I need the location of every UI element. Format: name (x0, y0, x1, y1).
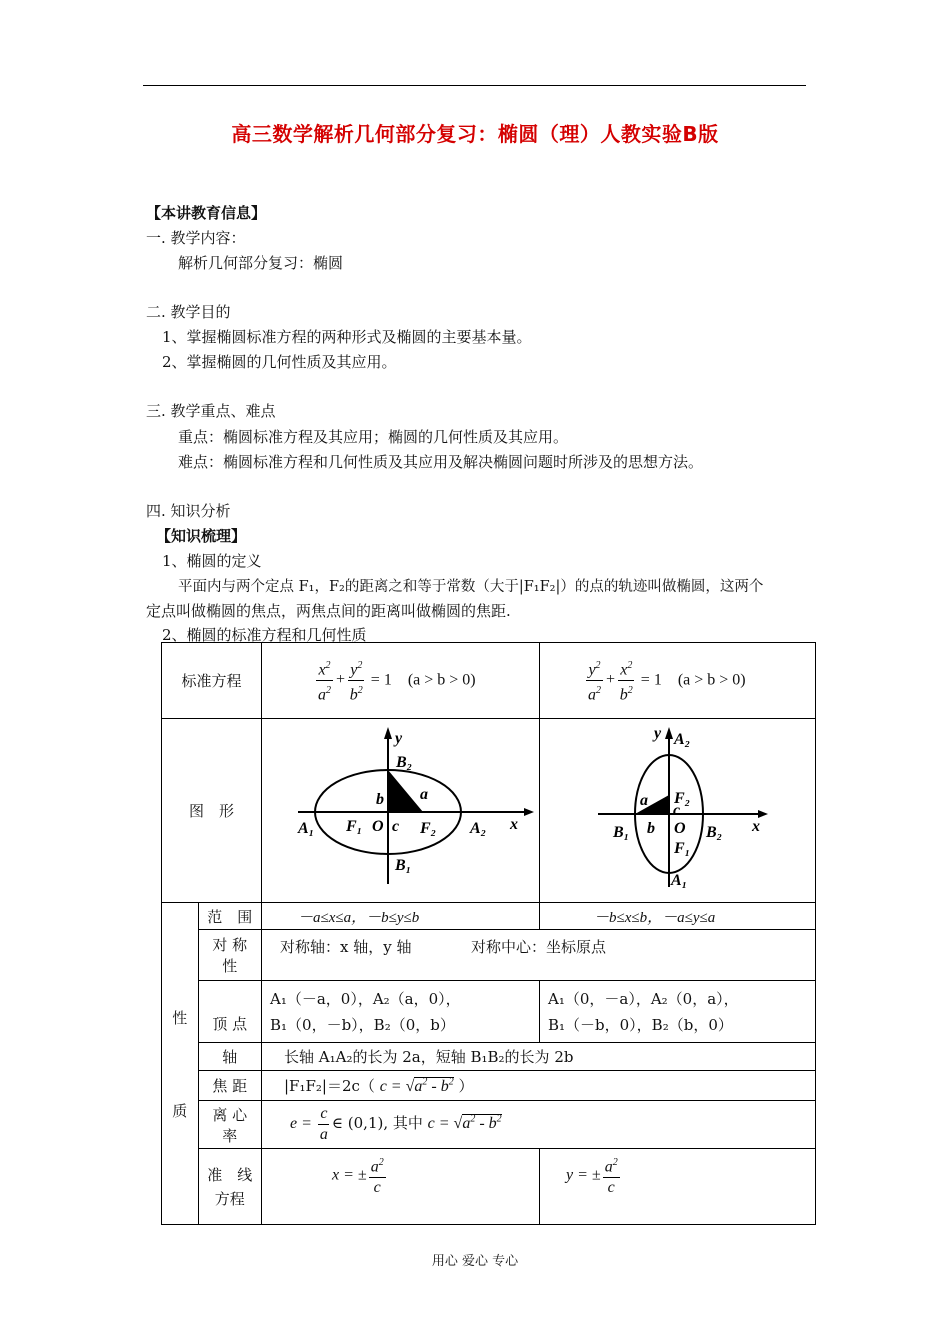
fig2-a2: A₂ (674, 731, 691, 748)
s3-heading: 三. 教学重点、难点 (146, 402, 276, 420)
s1-body: 解析几何部分复习：椭圆 (178, 254, 344, 272)
vertex-1a: A₁（－a，0），A₂（a，0）， (270, 989, 461, 1008)
axis-label: 轴 (198, 1043, 262, 1071)
fig2-y: y (654, 725, 662, 742)
fig2-b: b (647, 820, 655, 837)
sym-center: 对称中心：坐标原点 (471, 938, 607, 956)
fig1-a2: A₂ (470, 820, 487, 837)
page-footer: 用心 爱心 专心 (431, 1254, 519, 1269)
fig1-b2: B₂ (396, 754, 413, 771)
vertex-2 (540, 981, 816, 1043)
vertex-1b: B₁（0，－b），B₂（0，b） (270, 1015, 455, 1034)
s1-heading: 一. 教学内容： (146, 229, 246, 247)
dir-x: x = ± (332, 1166, 367, 1184)
properties-table (161, 642, 816, 1225)
fig1-x: x (510, 816, 518, 833)
row-fig-label: 图 形 (162, 719, 262, 903)
ecc-mid: ∈ (0,1), 其中 (331, 1114, 423, 1133)
fig2-b1: B₁ (613, 824, 630, 841)
figure-vertical (540, 719, 816, 903)
fig1-f2: F₂ (420, 820, 437, 837)
vertex-2b: B₁（－b，0），B₂（b，0） (548, 1015, 733, 1034)
fig2-a1: A₁ (671, 872, 688, 889)
focal-close: ） (458, 1077, 474, 1095)
page-title: 高三数学解析几何部分复习：椭圆（理）人教实验B版 (231, 122, 719, 146)
s4-sub: 【知识梳理】 (156, 527, 247, 545)
focal-text: |F₁F₂|＝2c（ (284, 1077, 375, 1095)
fig2-c: c (673, 802, 681, 819)
s3-key: 重点：椭圆标准方程及其应用；椭圆的几何性质及其应用。 (178, 428, 569, 446)
def-line-2: 定点叫做椭圆的焦点，两焦点间的距离叫做椭圆的焦距. (146, 602, 511, 620)
row-eq-label: 标准方程 (162, 643, 262, 719)
fig1-y: y (395, 730, 403, 747)
def-line-1: 平面内与两个定点 F₁，F₂的距离之和等于常数（大于|F₁F₂|）的点的轨迹叫做椭圆，这两个 (178, 579, 764, 595)
fig1-b: b (376, 791, 384, 808)
focal-cell (262, 1071, 816, 1101)
vertex-1 (262, 981, 540, 1043)
s4-heading: 四. 知识分析 (146, 502, 231, 520)
sym-label: 对 称 性 (198, 930, 262, 981)
range-2: －b≤x≤b，－a≤y≤a (540, 903, 816, 930)
top-rule (143, 85, 806, 86)
fig2-o: O (674, 820, 686, 837)
s2-item-1: 1、掌握椭圆标准方程的两种形式及椭圆的主要基本量。 (162, 328, 532, 346)
sym-cell (262, 930, 816, 981)
def-title: 1、椭圆的定义 (162, 552, 262, 570)
eq-vertical: $\frac{y^2}{a^2}$ + $\frac{x^2}{b^2}$ = 1 (a > b > 0) (540, 643, 816, 719)
fig2-b2: B₂ (706, 824, 723, 841)
focal-formula: $c = √a^2 - b^2$ (379, 1076, 454, 1095)
vertex-label: 顶 点 (198, 981, 262, 1043)
dir-x-cell: x = ± $\frac{a^2}{c}$ (262, 1149, 540, 1225)
figure-horizontal (262, 719, 540, 903)
prop-label-2: 质 (172, 1101, 188, 1120)
prop-label-1: 性 (172, 1008, 188, 1027)
ellipse-vertical-figure (540, 719, 815, 898)
s2-heading: 二. 教学目的 (146, 303, 231, 321)
section-header: 【本讲教育信息】 (146, 204, 267, 222)
fig1-a: a (420, 786, 428, 803)
fig1-a1: A₁ (298, 820, 315, 837)
dir-label: 准 线 方程 (198, 1149, 262, 1225)
eq-cond-1: = 1 (a > b > 0) (370, 671, 476, 689)
ecc-label: 离 心 率 (198, 1101, 262, 1149)
ecc-cell: e = $\frac{c}{a}$ ∈ (0,1), 其中 $c = √a^2 - b^2$ (262, 1101, 816, 1149)
eq-horizontal: $\frac{x^2}{a^2}$ + $\frac{y^2}{b^2}$ = 1 (a > b > 0) (262, 643, 540, 719)
sym-axis: 对称轴：x 轴，y 轴 (280, 938, 412, 956)
range-1: －a≤x≤a，－b≤y≤b (262, 903, 540, 930)
fig1-o: O (372, 818, 384, 835)
fig2-f1: F₁ (674, 840, 691, 857)
fig2-x: x (752, 818, 760, 835)
fig1-c: c (392, 818, 400, 835)
fig1-b1: B₁ (395, 857, 412, 874)
fig2-f2: F₂ (674, 790, 691, 807)
vertex-2a: A₁（0，－a），A₂（0，a）， (548, 989, 739, 1008)
prop-label (162, 903, 199, 1225)
std-title: 2、椭圆的标准方程和几何性质 (162, 626, 367, 644)
fig1-f1: F₁ (346, 818, 363, 835)
range-label: 范 围 (198, 903, 262, 930)
fig2-a: a (640, 792, 648, 809)
s3-hard: 难点：椭圆标准方程和几何性质及其应用及解决椭圆问题时所涉及的思想方法。 (178, 453, 704, 471)
s2-item-2: 2、掌握椭圆的几何性质及其应用。 (162, 353, 397, 371)
axis-text: 长轴 A₁A₂的长为 2a，短轴 B₁B₂的长为 2b (262, 1043, 816, 1071)
focal-label: 焦 距 (198, 1071, 262, 1101)
ellipse-horizontal-figure (262, 719, 539, 898)
dir-y: y = ± (566, 1166, 601, 1184)
dir-y-cell: y = ± $\frac{a^2}{c}$ (540, 1149, 816, 1225)
eq-cond-2: = 1 (a > b > 0) (640, 671, 746, 689)
